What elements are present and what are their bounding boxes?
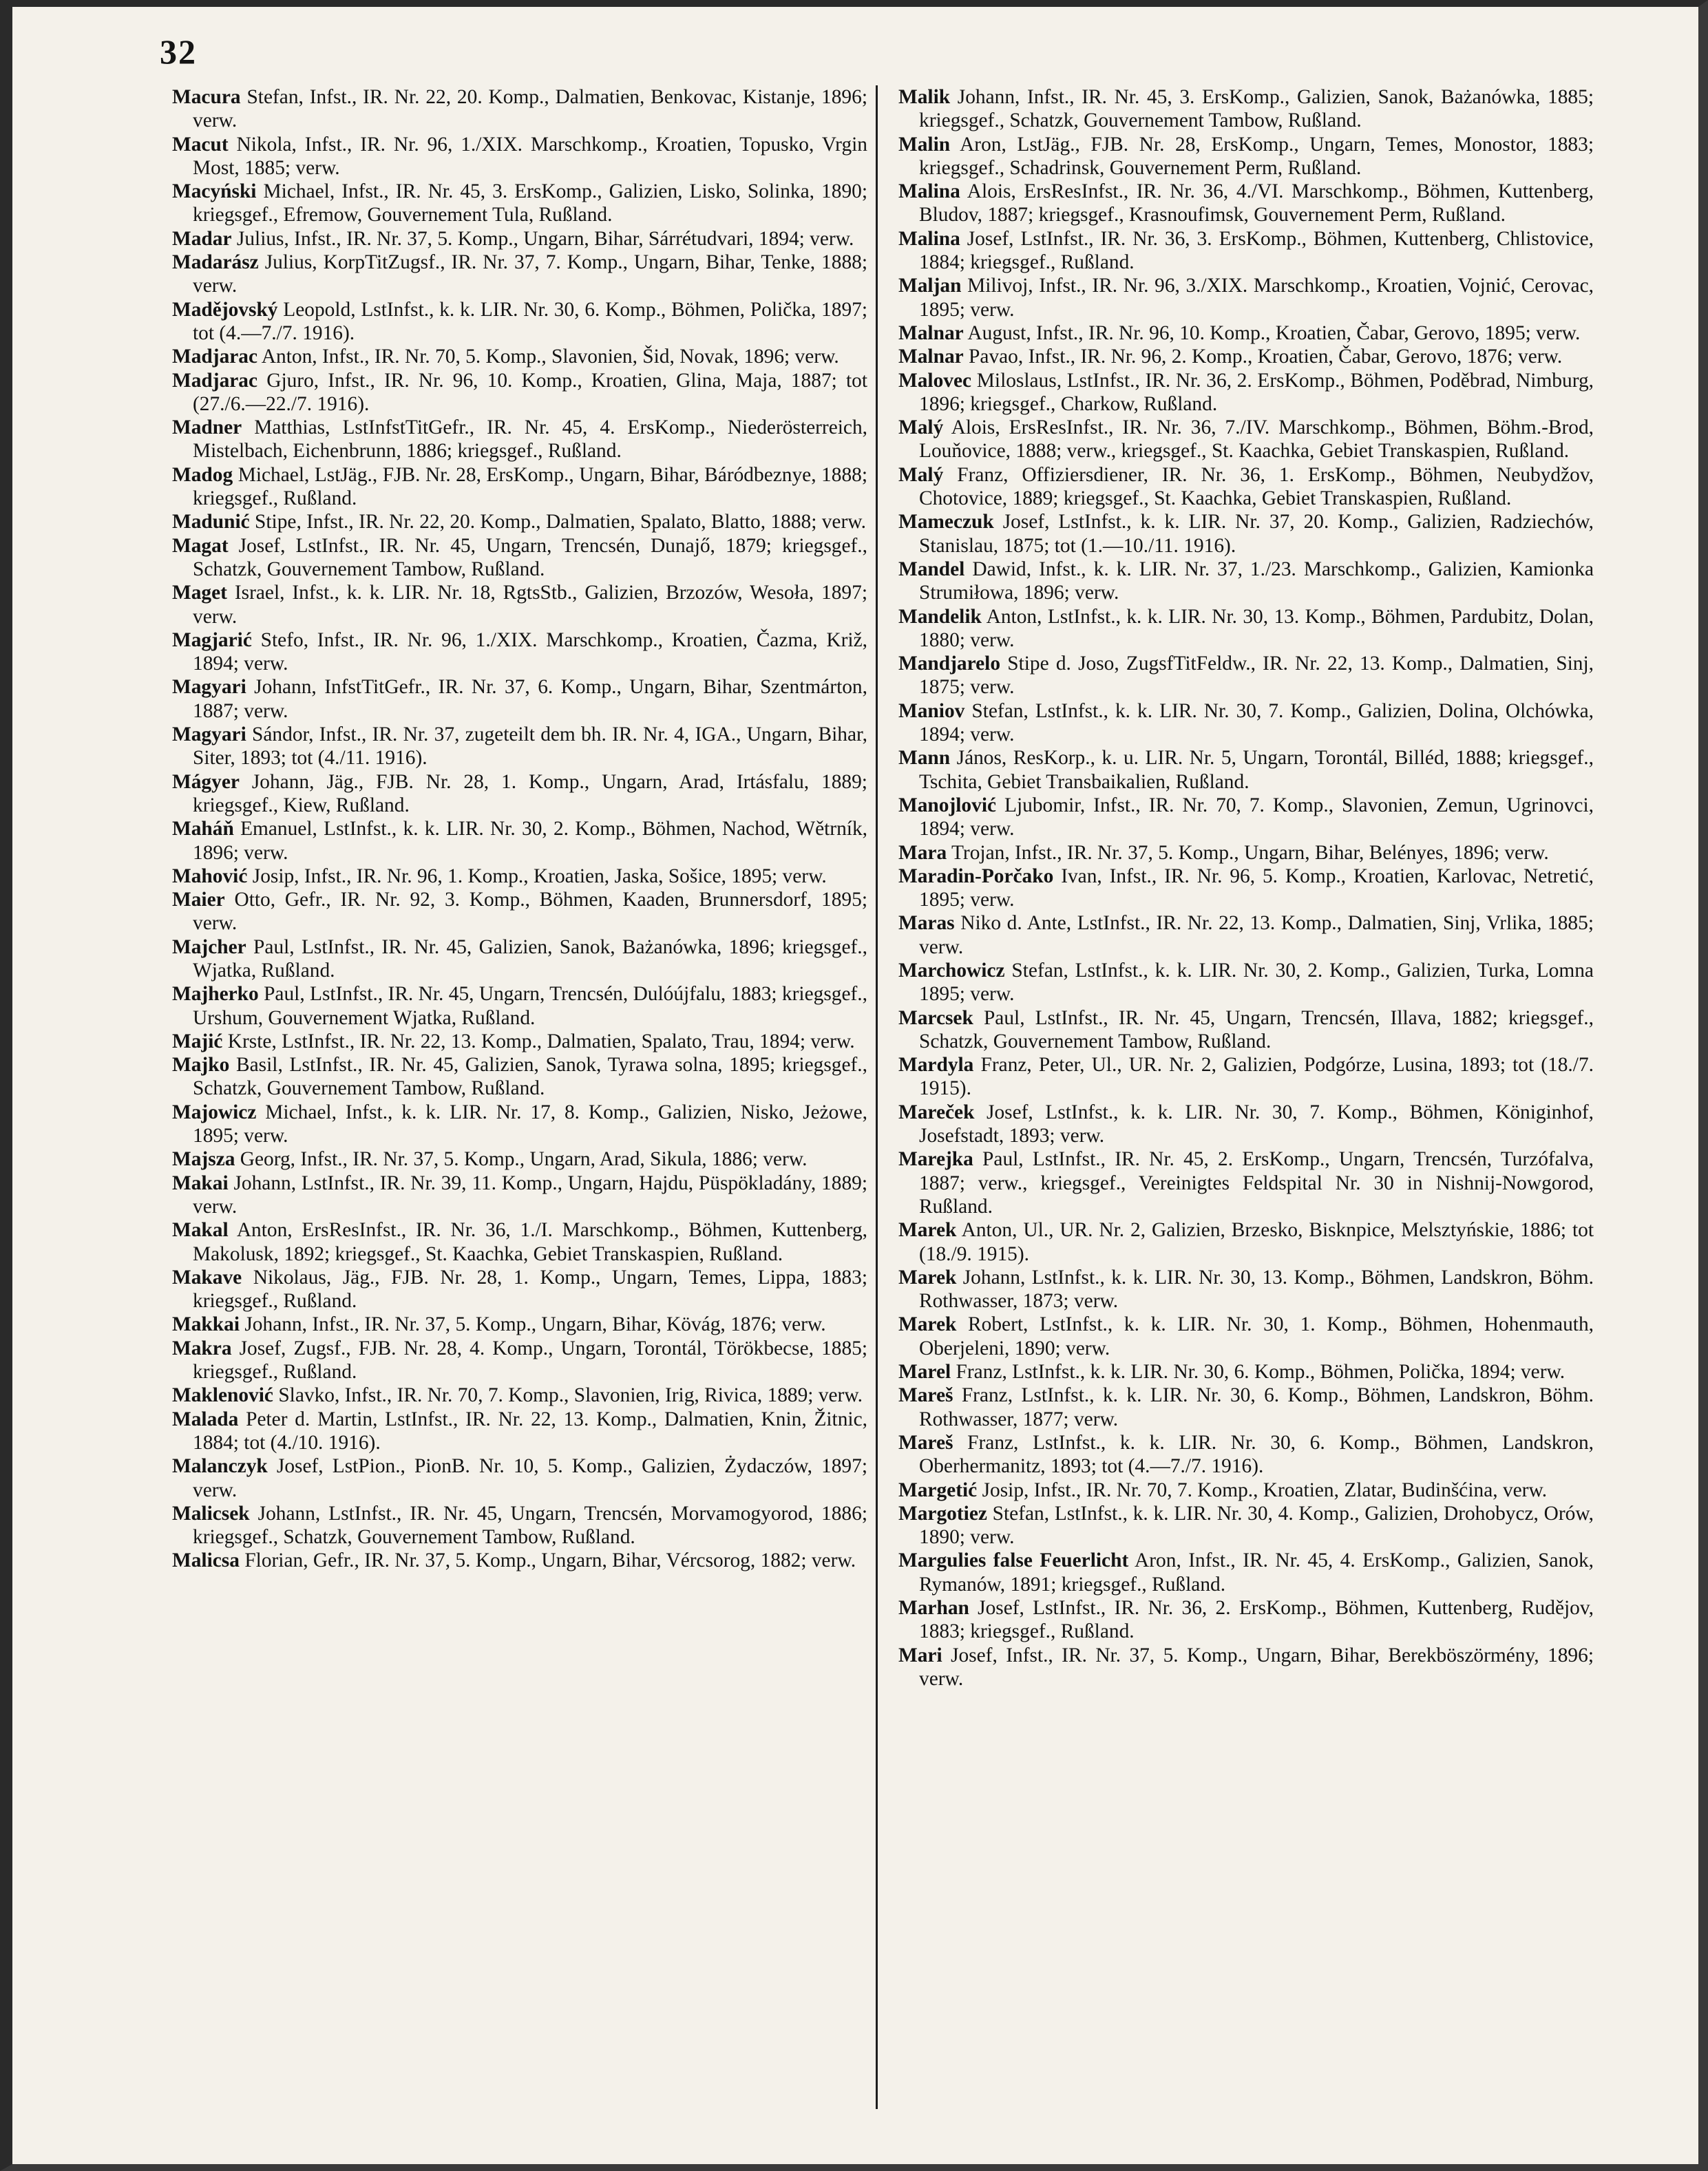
list-item [172,1549,867,1572]
entry-details: Stefan, Infst., IR. Nr. 22, 20. Komp., Dalmatien, Benkovac, Kistanje, 1896; verw. [193,86,867,132]
list-item [898,1384,1594,1431]
entry-details: Franz, LstInfst., k. k. LIR. Nr. 30, 6. Komp., Böhmen, Polička, 1894; verw. [956,1361,1565,1384]
entry-surname: Macura [172,86,241,108]
entry-details: Johann, Jäg., FJB. Nr. 28, 1. Komp., Ungarn, Arad, Irtásfalu, 1889; kriegsgef., Kiew, Rußland. [193,770,867,816]
list-item [898,1313,1594,1360]
list-item [898,85,1594,133]
list-item [172,935,867,983]
entry-details: August, Infst., IR. Nr. 96, 10. Komp., Kroatien, Čabar, Gerovo, 1895; verw. [967,321,1581,344]
entry-details: Stefan, LstInfst., k. k. LIR. Nr. 30, 4. Komp., Galizien, Drohobycz, Orów, 1890; verw. [919,1502,1594,1549]
entry-surname: Madjarac [172,369,258,392]
entry-surname: Mameczuk [898,511,994,533]
entry-details: Michael, Infst., k. k. LIR. Nr. 17, 8. Komp., Galizien, Nisko, Jeżowe, 1895; verw. [193,1101,867,1147]
entry-surname: Majko [172,1054,230,1077]
entry-details: Miloslaus, LstInfst., IR. Nr. 36, 2. ErsKomp., Böhmen, Poděbrad, Nimburg, 1896; kriegsgef., Charkow, Rußland. [919,369,1594,415]
entry-surname: Marhan [898,1597,969,1619]
list-item [172,227,867,251]
entry-surname: Magyari [172,723,246,746]
list-item [898,463,1594,511]
list-item [898,1147,1594,1218]
entry-details: Stipe, Infst., IR. Nr. 22, 20. Komp., Dalmatien, Spalato, Blatto, 1888; verw. [255,511,866,533]
entry-surname: Maras [898,912,955,935]
entry-details: Stefan, LstInfst., k. k. LIR. Nr. 30, 7. Komp., Galizien, Dolina, Olchówka, 1894; verw. [919,699,1594,746]
entry-surname: Malin [898,133,951,156]
list-item [172,628,867,676]
entry-details: Alois, ErsResInfst., IR. Nr. 36, 4./VI. Marschkomp., Böhmen, Kuttenberg, Bludov, 1887; kriegsgef., Krasnoufimsk, Gouvernement Perm, Rußland. [919,180,1594,226]
list-item [898,865,1594,912]
entry-details: Israel, Infst., k. k. LIR. Nr. 18, RgtsStb., Galizien, Brzozów, Wesoła, 1897; verw. [193,582,867,628]
entry-details: Johann, LstInfst., IR. Nr. 45, Ungarn, Trencsén, Morvamogyorod, 1886; kriegsgef., Schatzk, Gouvernement Tambow, Rußland. [193,1502,867,1549]
list-item [172,1053,867,1101]
entry-details: Michael, LstJäg., FJB. Nr. 28, ErsKomp., Ungarn, Bihar, Báródbeznye, 1888; kriegsgef., Rußland. [193,463,867,510]
list-item [172,463,867,511]
list-item [898,1549,1594,1596]
list-item [898,699,1594,747]
list-item [172,1101,867,1148]
list-item [172,534,867,582]
list-item [898,416,1594,463]
list-item [172,770,867,818]
list-item [898,369,1594,416]
entry-details: Franz, LstInfst., k. k. LIR. Nr. 30, 6. Komp., Böhmen, Landskron, Böhm. Rothwasser, 1877; verw. [919,1384,1594,1430]
list-item [898,133,1594,180]
entry-details: Matthias, LstInfstTitGefr., IR. Nr. 45, 4. ErsKomp., Niederösterreich, Mistelbach, Eichenbrunn, 1886; kriegsgef., Rußland. [193,416,867,463]
entry-details: Dawid, Infst., k. k. LIR. Nr. 37, 1./23. Marschkomp., Galizien, Kamionka Strumiłowa, 1896; verw. [919,558,1594,604]
list-item [898,841,1594,865]
entry-surname: Magyari [172,676,246,699]
list-item [898,510,1594,558]
entry-surname: Malik [898,86,951,108]
entry-details: Georg, Infst., IR. Nr. 37, 5. Komp., Ungarn, Arad, Sikula, 1886; verw. [240,1148,808,1171]
list-item [898,321,1594,345]
entry-surname: Majherko [172,983,259,1006]
entry-surname: Mareš [898,1431,953,1454]
entry-details: Franz, Offiziersdiener, IR. Nr. 36, 1. ErsKomp., Böhmen, Neubydžov, Chotovice, 1889; kriegsgef., St. Kaachka, Gebiet Transkaspien, Rußland. [919,463,1594,510]
list-item [172,1313,867,1336]
entry-details: Pavao, Infst., IR. Nr. 96, 2. Komp., Kroatien, Čabar, Gerovo, 1876; verw. [969,346,1563,368]
entry-details: Stipe d. Joso, ZugsfTitFeldw., IR. Nr. 22, 13. Komp., Dalmatien, Sinj, 1875; verw. [919,653,1594,699]
entry-surname: Mandelik [898,605,982,628]
entry-details: Otto, Gefr., IR. Nr. 92, 3. Komp., Böhmen, Kaaden, Brunnersdorf, 1895; verw. [193,889,867,935]
list-item [898,274,1594,321]
entry-surname: Mardyla [898,1054,974,1077]
list-item [172,1030,867,1053]
list-item [172,581,867,628]
list-item [172,85,867,133]
entry-surname: Makai [172,1172,229,1194]
entry-details: Julius, Infst., IR. Nr. 37, 5. Komp., Ungarn, Bihar, Sárrétudvari, 1894; verw. [236,227,854,250]
entry-surname: Mara [898,841,947,864]
list-item [898,652,1594,699]
entry-surname: Marejka [898,1148,973,1171]
entry-details: Anton, LstInfst., k. k. LIR. Nr. 30, 13. Komp., Böhmen, Pardubitz, Dolan, 1880; verw. [919,605,1594,651]
entry-details: Paul, LstInfst., IR. Nr. 45, Ungarn, Trencsén, Illava, 1882; kriegsgef., Schatzk, Gouvernement Tambow, Rußland. [919,1006,1594,1052]
list-item [898,911,1594,959]
list-item [898,1479,1594,1502]
entry-details: Josef, LstInfst., k. k. LIR. Nr. 37, 20. Komp., Galizien, Radziechów, Stanislau, 1875; tot (1.—10./11. 1916). [919,511,1594,557]
entry-surname: Marchowicz [898,959,1005,982]
entry-surname: Magjarić [172,628,252,651]
list-item [172,1384,867,1407]
list-item [172,416,867,463]
entry-surname: Madunić [172,511,250,533]
entry-details: Josip, Infst., IR. Nr. 70, 7. Komp., Kroatien, Zlatar, Budinšćina, verw. [982,1479,1548,1501]
entry-surname: Marek [898,1266,957,1289]
entry-surname: Mareš [898,1384,953,1407]
entry-surname: Malada [172,1408,239,1430]
list-item [172,251,867,298]
entry-details: Franz, Peter, Ul., UR. Nr. 2, Galizien, Podgórze, Lusina, 1893; tot (18./7. 1915). [919,1054,1594,1100]
entry-details: Johann, InfstTitGefr., IR. Nr. 37, 6. Komp., Ungarn, Bihar, Szentmárton, 1887; verw. [193,676,867,722]
entry-surname: Marek [898,1219,957,1242]
entry-details: Niko d. Ante, LstInfst., IR. Nr. 22, 13. Komp., Dalmatien, Sinj, Vrlika, 1885; verw. [919,912,1594,958]
entry-details: Stefan, LstInfst., k. k. LIR. Nr. 30, 2. Komp., Galizien, Turka, Lomna 1895; verw. [919,959,1594,1006]
entry-surname: Malanczyk [172,1455,268,1478]
list-item [172,1454,867,1502]
entry-surname: Mann [898,747,951,770]
entry-details: Ljubomir, Infst., IR. Nr. 70, 7. Komp., Slavonien, Zemun, Ugrinovci, 1894; verw. [919,794,1594,840]
entry-surname: Maniov [898,699,965,722]
entry-details: Alois, ErsResInfst., IR. Nr. 36, 7./IV. Marschkomp., Böhmen, Böhm.-Brod, Louňovice, 1888; verw., kriegsgef., St. Kaachka, Gebiet Transkaspien, Rußland. [919,416,1594,463]
list-item [898,746,1594,794]
entry-details: Milivoj, Infst., IR. Nr. 96, 3./XIX. Marschkomp., Kroatien, Vojnić, Cerovac, 1895; verw. [919,275,1594,321]
entry-surname: Mareček [898,1101,975,1123]
entry-surname: Madjarac [172,346,258,368]
list-item [898,794,1594,841]
entry-details: Johann, LstInfst., IR. Nr. 39, 11. Komp., Ungarn, Hajdu, Püspökladány, 1889; verw. [193,1172,868,1218]
entry-surname: Malicsek [172,1502,250,1525]
entry-details: Krste, LstInfst., IR. Nr. 22, 13. Komp., Dalmatien, Spalato, Trau, 1894; verw. [227,1030,855,1052]
list-item [898,345,1594,368]
entry-details: Johann, Infst., IR. Nr. 37, 5. Komp., Ungarn, Bihar, Kövág, 1876; verw. [244,1313,826,1336]
entry-surname: Malovec [898,369,972,392]
entry-surname: Madar [172,227,232,250]
list-item [172,1502,867,1549]
list-item [172,1172,867,1219]
entry-surname: Malý [898,463,944,486]
entry-details: Anton, Ul., UR. Nr. 2, Galizien, Brzesko, Bisknpice, Melsztyńskie, 1886; tot (18./9. 1915). [919,1219,1594,1265]
entry-details: Josef, Zugsf., FJB. Nr. 28, 4. Komp., Ungarn, Torontál, Törökbecse, 1885; kriegsgef., Rußland. [193,1337,867,1384]
list-item [172,1266,867,1313]
entry-details: Josef, LstInfst., IR. Nr. 45, Ungarn, Trencsén, Dunajő, 1879; kriegsgef., Schatzk, Gouvernement Tambow, Rußland. [193,534,867,580]
entry-details: Leopold, LstInfst., k. k. LIR. Nr. 30, 6. Komp., Böhmen, Polička, 1897; tot (4.—7./7. 1916). [193,298,867,344]
entry-surname: Maget [172,582,227,604]
column-divider [876,85,878,2109]
list-item [898,1360,1594,1384]
entry-surname: Macyński [172,180,257,203]
list-item [172,345,867,368]
right-column [898,85,1594,1691]
entry-surname: Maradin-Porčako [898,865,1054,887]
list-item [898,1431,1594,1479]
entry-surname: Marcsek [898,1006,973,1029]
entry-surname: Margulies false Feuerlicht [898,1549,1129,1572]
entry-surname: Malnar [898,346,964,368]
entry-surname: Magat [172,534,229,557]
entry-surname: Madarász [172,251,259,274]
page-number: 32 [160,32,197,71]
entry-details: Paul, LstInfst., IR. Nr. 45, Ungarn, Trencsén, Dulóújfalu, 1883; kriegsgef., Urshum, Gouvernement Wjatka, Rußland. [193,983,867,1029]
entry-surname: Maljan [898,275,962,297]
entry-surname: Mágyer [172,770,240,793]
list-item [898,1053,1594,1101]
entry-details: Anton, ErsResInfst., IR. Nr. 36, 1./I. Marschkomp., Böhmen, Kuttenberg, Makolusk, 1892; kriegsgef., St. Kaachka, Gebiet Transkaspien, Rußland. [193,1219,867,1265]
entry-details: Josip, Infst., IR. Nr. 96, 1. Komp., Kroatien, Jaska, Sošice, 1895; verw. [252,865,827,887]
entry-details: Stefo, Infst., IR. Nr. 96, 1./XIX. Marschkomp., Kroatien, Čazma, Križ, 1894; verw. [193,628,867,675]
entry-surname: Madějovský [172,298,278,321]
entry-details: Josef, LstInfst., k. k. LIR. Nr. 30, 7. Komp., Böhmen, Königinhof, Josefstadt, 1893; verw. [919,1101,1594,1147]
entry-surname: Maier [172,889,225,911]
list-item [172,1147,867,1171]
entry-details: Josef, LstPion., PionB. Nr. 10, 5. Komp., Galizien, Żydaczów, 1897; verw. [193,1455,867,1501]
entry-surname: Mandjarelo [898,653,1001,675]
list-item [172,723,867,770]
entry-details: Sándor, Infst., IR. Nr. 37, zugeteilt dem bh. IR. Nr. 4, IGA., Ungarn, Bihar, Siter, 1893; tot (4./11. 1916). [193,723,867,770]
list-item [172,510,867,533]
entry-surname: Malina [898,180,960,203]
entry-surname: Makal [172,1219,229,1242]
entry-details: Basil, LstInfst., IR. Nr. 45, Galizien, Sanok, Tyrawa solna, 1895; kriegsgef., Schatzk, Gouvernement Tambow, Rußland. [193,1054,867,1100]
entry-details: Gjuro, Infst., IR. Nr. 96, 10. Komp., Kroatien, Glina, Maja, 1887; tot (27./6.—22./7. 1916). [193,369,867,415]
list-item [172,982,867,1030]
entry-surname: Mahović [172,865,248,887]
entry-surname: Majcher [172,935,246,958]
entry-details: János, ResKorp., k. u. LIR. Nr. 5, Ungarn, Torontál, Billéd, 1888; kriegsgef., Tschita, Gebiet Transbaikalien, Rußland. [919,747,1594,793]
entry-details: Josef, Infst., IR. Nr. 37, 5. Komp., Ungarn, Bihar, Berekböszörmény, 1896; verw. [919,1644,1594,1690]
entry-details: Slavko, Infst., IR. Nr. 70, 7. Komp., Slavonien, Irig, Rivica, 1889; verw. [278,1384,863,1407]
entry-details: Nikolaus, Jäg., FJB. Nr. 28, 1. Komp., Ungarn, Temes, Lippa, 1883; kriegsgef., Rußland. [193,1266,867,1313]
entry-surname: Makave [172,1266,242,1289]
entry-surname: Madner [172,416,242,439]
entry-details: Josef, LstInfst., IR. Nr. 36, 3. ErsKomp., Böhmen, Kuttenberg, Chlistovice, 1884; kriegsgef., Rußland. [919,227,1594,274]
entry-details: Emanuel, LstInfst., k. k. LIR. Nr. 30, 2. Komp., Böhmen, Nachod, Wětrník, 1896; verw. [193,818,867,864]
list-item [172,369,867,416]
list-item [172,888,867,935]
entry-surname: Mandel [898,558,965,580]
list-item [172,817,867,865]
list-item [172,675,867,723]
entry-details: Franz, LstInfst., k. k. LIR. Nr. 30, 6. Komp., Böhmen, Landskron, Oberhermanitz, 1893; tot (4.—7./7. 1916). [919,1431,1594,1478]
entry-surname: Macut [172,133,229,156]
entry-surname: Majsza [172,1148,235,1171]
list-item [898,180,1594,227]
list-item [172,1337,867,1384]
list-item [898,227,1594,275]
entry-surname: Maklenović [172,1384,273,1407]
entry-surname: Madog [172,463,233,486]
list-item [898,1218,1594,1266]
entry-details: Robert, LstInfst., k. k. LIR. Nr. 30, 1. Komp., Böhmen, Hohenmauth, Oberjeleni, 1890; verw. [919,1313,1594,1359]
list-item [898,1266,1594,1313]
list-item [898,1644,1594,1691]
list-item [898,605,1594,653]
left-column [172,85,867,1573]
entry-surname: Malicsa [172,1549,240,1572]
list-item [898,1006,1594,1054]
entry-details: Julius, KorpTitZugsf., IR. Nr. 37, 7. Komp., Ungarn, Bihar, Tenke, 1888; verw. [193,251,867,297]
entry-surname: Majowicz [172,1101,257,1123]
entry-details: Aron, Infst., IR. Nr. 45, 4. ErsKomp., Galizien, Sanok, Rymanów, 1891; kriegsgef., Rußland. [919,1549,1594,1596]
entry-surname: Marel [898,1361,951,1384]
list-item [898,959,1594,1006]
list-item [172,298,867,346]
entry-surname: Manojlović [898,794,997,816]
entry-surname: Marek [898,1313,957,1336]
list-item [172,180,867,227]
entry-details: Michael, Infst., IR. Nr. 45, 3. ErsKomp., Galizien, Lisko, Solinka, 1890; kriegsgef., Efremow, Gouvernement Tula, Rußland. [193,180,867,226]
entry-surname: Malina [898,227,960,250]
list-item [172,865,867,888]
entry-details: Josef, LstInfst., IR. Nr. 36, 2. ErsKomp., Böhmen, Kuttenberg, Rudějov, 1883; kriegsgef., Rußland. [919,1597,1594,1643]
entry-details: Nikola, Infst., IR. Nr. 96, 1./XIX. Marschkomp., Kroatien, Topusko, Vrgin Most, 1885; verw. [193,133,867,179]
entry-details: Florian, Gefr., IR. Nr. 37, 5. Komp., Ungarn, Bihar, Vércsorog, 1882; verw. [244,1549,856,1572]
list-item [172,133,867,180]
entry-surname: Makra [172,1337,232,1359]
list-item [898,1596,1594,1644]
entry-surname: Malnar [898,321,964,344]
entry-surname: Mari [898,1644,942,1666]
entry-details: Paul, LstInfst., IR. Nr. 45, Galizien, Sanok, Bażanówka, 1896; kriegsgef., Wjatka, Rußland. [193,935,867,982]
entry-details: Johann, LstInfst., k. k. LIR. Nr. 30, 13. Komp., Böhmen, Landskron, Böhm. Rothwasser, 1873; verw. [919,1266,1594,1313]
entry-details: Aron, LstJäg., FJB. Nr. 28, ErsKomp., Ungarn, Temes, Monostor, 1883; kriegsgef., Schadrinsk, Gouvernement Perm, Rußland. [919,133,1594,179]
entry-details: Anton, Infst., IR. Nr. 70, 5. Komp., Slavonien, Šid, Novak, 1896; verw. [261,346,839,368]
entry-surname: Majić [172,1030,223,1052]
entry-details: Peter d. Martin, LstInfst., IR. Nr. 22, 13. Komp., Dalmatien, Knin, Žitnic, 1884; tot (4./10. 1916). [193,1408,867,1454]
entry-details: Trojan, Infst., IR. Nr. 37, 5. Komp., Ungarn, Bihar, Belényes, 1896; verw. [951,841,1549,864]
entry-details: Ivan, Infst., IR. Nr. 96, 5. Komp., Kroatien, Karlovac, Netretić, 1895; verw. [919,865,1594,911]
list-item [898,1502,1594,1549]
entry-details: Johann, Infst., IR. Nr. 45, 3. ErsKomp., Galizien, Sanok, Bażanówka, 1885; kriegsgef., Schatzk, Gouvernement Tambow, Rußland. [919,86,1594,132]
list-item [172,1408,867,1455]
list-item [172,1218,867,1266]
entry-surname: Margotiez [898,1502,987,1525]
entry-surname: Margetić [898,1479,978,1501]
list-item [898,558,1594,605]
entry-surname: Maháň [172,818,234,840]
entry-details: Paul, LstInfst., IR. Nr. 45, 2. ErsKomp., Ungarn, Trencsén, Turzófalva, 1887; verw., kriegsgef., Vereinigtes Feldspital Nr. 30 in Nishnij-Nowgorod, Rußland. [919,1148,1594,1218]
entry-surname: Makkai [172,1313,240,1336]
entry-surname: Malý [898,416,944,439]
list-item [898,1101,1594,1148]
